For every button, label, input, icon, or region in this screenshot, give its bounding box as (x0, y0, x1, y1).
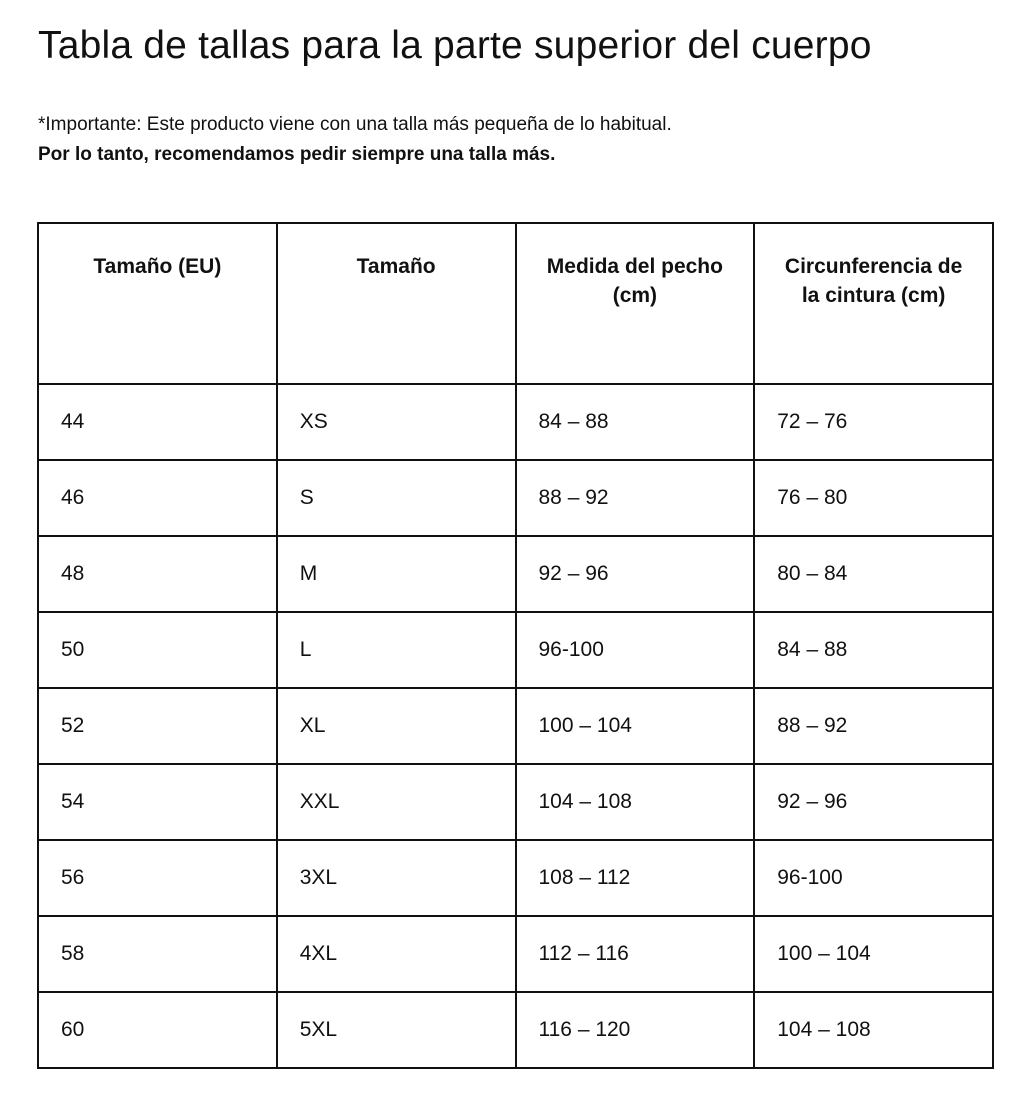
cell-waist: 96-100 (754, 840, 993, 916)
cell-size: XL (277, 688, 516, 764)
cell-waist: 76 – 80 (754, 460, 993, 536)
table-row (38, 840, 993, 916)
cell-size: S (277, 460, 516, 536)
cell-size: XXL (277, 764, 516, 840)
cell-chest: 96-100 (516, 612, 755, 688)
table-row (38, 460, 993, 536)
table-row (38, 688, 993, 764)
cell-size: M (277, 536, 516, 612)
table-row (38, 612, 993, 688)
cell-size-eu: 48 (38, 536, 277, 612)
cell-waist: 88 – 92 (754, 688, 993, 764)
sizing-note-warning: *Importante: Este producto viene con una talla más pequeña de lo habitual. (38, 114, 672, 135)
cell-waist: 100 – 104 (754, 916, 993, 992)
sizing-note-recommendation: Por lo tanto, recomendamos pedir siempre una talla más. (38, 144, 556, 165)
cell-size: 5XL (277, 992, 516, 1068)
cell-chest: 84 – 88 (516, 384, 755, 460)
cell-chest: 112 – 116 (516, 916, 755, 992)
cell-waist: 104 – 108 (754, 992, 993, 1068)
cell-chest: 108 – 112 (516, 840, 755, 916)
cell-size-eu: 60 (38, 992, 277, 1068)
page-title: Tabla de tallas para la parte superior del cuerpo (38, 24, 872, 67)
cell-chest: 100 – 104 (516, 688, 755, 764)
sizing-note (38, 110, 672, 170)
cell-size-eu: 54 (38, 764, 277, 840)
cell-chest: 104 – 108 (516, 764, 755, 840)
cell-size: L (277, 612, 516, 688)
table-row (38, 536, 993, 612)
size-chart-table (37, 222, 994, 1069)
header-chest: Medida del pecho (cm) (516, 223, 755, 384)
cell-size-eu: 56 (38, 840, 277, 916)
table-row (38, 992, 993, 1068)
cell-chest: 92 – 96 (516, 536, 755, 612)
header-size-eu: Tamaño (EU) (38, 223, 277, 384)
cell-size-eu: 58 (38, 916, 277, 992)
cell-chest: 88 – 92 (516, 460, 755, 536)
cell-size: XS (277, 384, 516, 460)
cell-size-eu: 50 (38, 612, 277, 688)
table-row (38, 916, 993, 992)
cell-size-eu: 44 (38, 384, 277, 460)
cell-waist: 84 – 88 (754, 612, 993, 688)
header-waist: Circunferencia de la cintura (cm) (754, 223, 993, 384)
header-size: Tamaño (277, 223, 516, 384)
cell-size: 4XL (277, 916, 516, 992)
cell-waist: 72 – 76 (754, 384, 993, 460)
cell-size-eu: 46 (38, 460, 277, 536)
table-header-row (38, 223, 993, 384)
table-row (38, 764, 993, 840)
cell-chest: 116 – 120 (516, 992, 755, 1068)
cell-size: 3XL (277, 840, 516, 916)
cell-waist: 92 – 96 (754, 764, 993, 840)
cell-size-eu: 52 (38, 688, 277, 764)
table-row (38, 384, 993, 460)
cell-waist: 80 – 84 (754, 536, 993, 612)
